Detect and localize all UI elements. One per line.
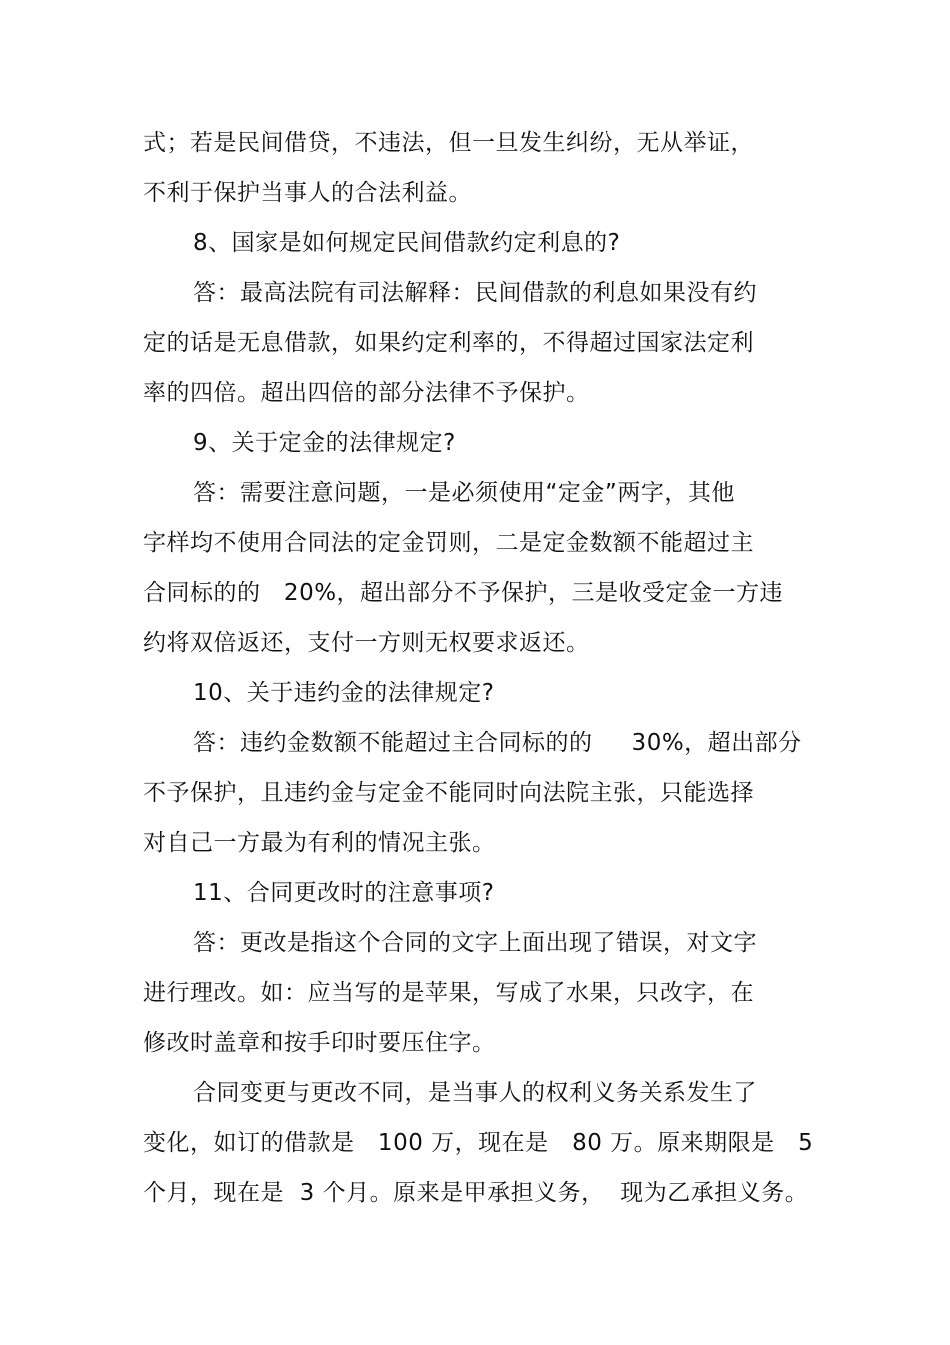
answer-line: 答：更改是指这个合同的文字上面出现了错误，对文字 [193, 930, 757, 956]
text-line: 约将双倍返还，支付一方则无权要求返还。 [143, 630, 590, 656]
text-line: 合同标的的 20%，超出部分不予保护，三是收受定金一方违 [143, 580, 784, 606]
question-heading: 9、关于定金的法律规定? [193, 430, 456, 456]
text-line: 率的四倍。超出四倍的部分法律不予保护。 [143, 380, 590, 406]
question-heading: 8、国家是如何规定民间借款约定利息的? [193, 230, 621, 256]
text-line: 对自己一方最为有利的情况主张。 [143, 830, 496, 856]
text-line: 不利于保护当事人的合法利益。 [143, 180, 472, 206]
text-line: 进行理改。如：应当写的是苹果，写成了水果，只改字，在 [143, 980, 754, 1006]
answer-line: 答：违约金数额不能超过主合同标的的 30%，超出部分 [193, 730, 802, 756]
text-line: 定的话是无息借款，如果约定利率的，不得超过国家法定利 [143, 330, 754, 356]
text-line: 字样均不使用合同法的定金罚则，二是定金数额不能超过主 [143, 530, 754, 556]
text-line: 个月，现在是 3 个月。原来是甲承担义务， 现为乙承担义务。 [143, 1180, 809, 1206]
question-heading: 10、关于违约金的法律规定? [193, 680, 495, 706]
text-line: 修改时盖章和按手印时要压住字。 [143, 1030, 496, 1056]
answer-line: 答：需要注意问题，一是必须使用“定金”两字，其他 [193, 480, 735, 506]
paragraph-line: 合同变更与更改不同，是当事人的权利义务关系发生了 [193, 1080, 757, 1106]
text-line: 式；若是民间借贷，不违法，但一旦发生纠纷，无从举证， [143, 130, 754, 156]
question-heading: 11、合同更改时的注意事项? [193, 880, 495, 906]
text-line: 变化，如订的借款是 100 万，现在是 80 万。原来期限是 5 [143, 1130, 814, 1156]
answer-line: 答：最高法院有司法解释：民间借款的利息如果没有约 [193, 280, 757, 306]
text-line: 不予保护，且违约金与定金不能同时向法院主张，只能选择 [143, 780, 754, 806]
